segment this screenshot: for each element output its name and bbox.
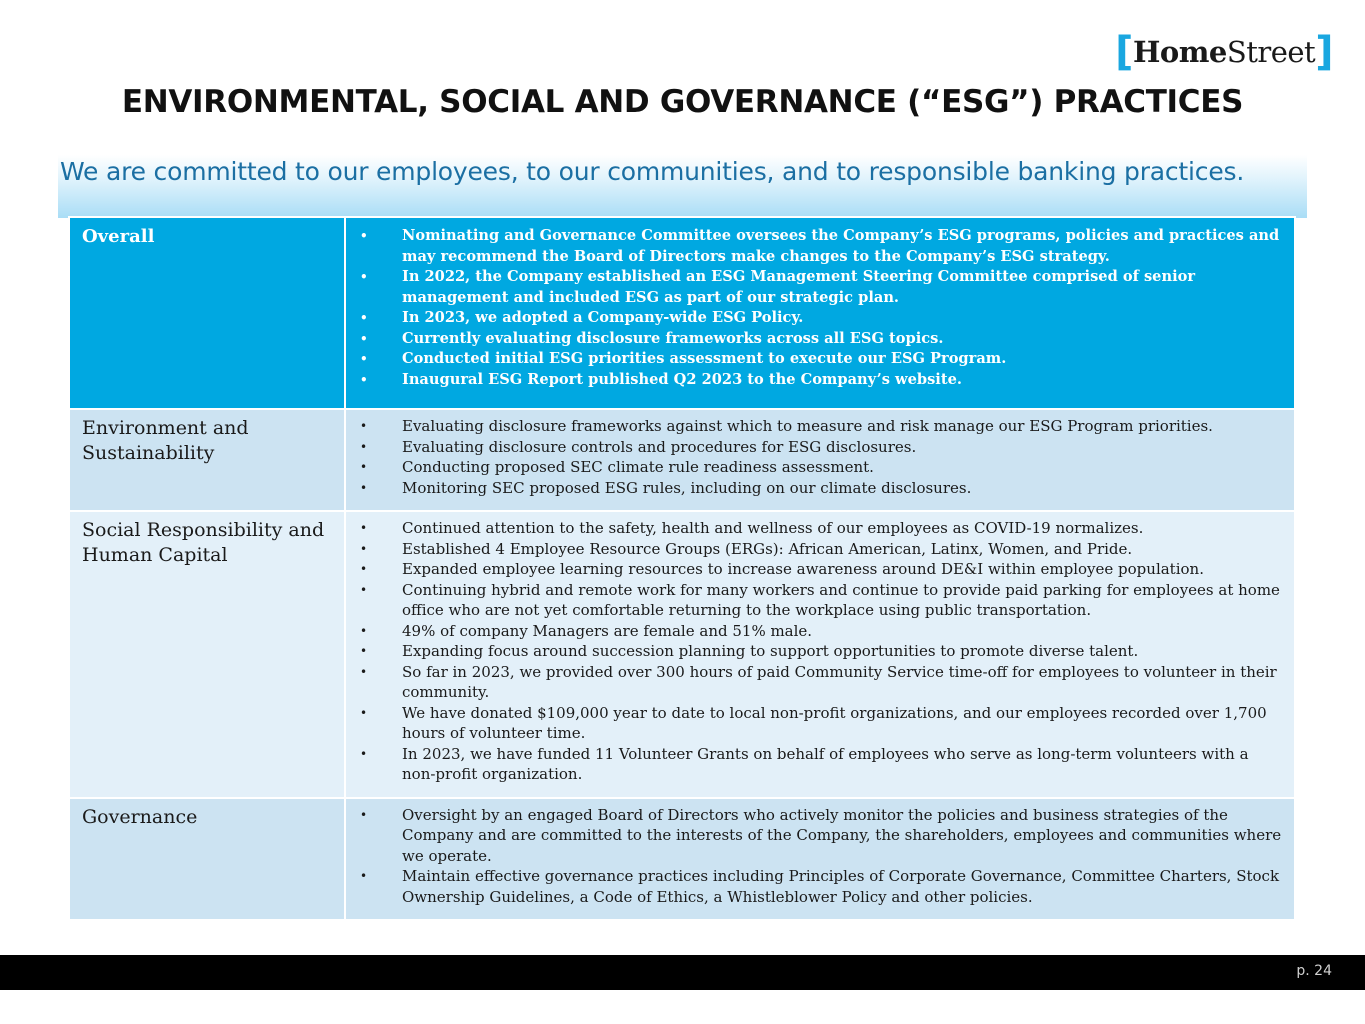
list-item: • Continuing hybrid and remote work for many workers and continue to provide paid parking for employees at home office who are not yet comfortable returning to the workplace using public transportation. [358, 580, 1284, 621]
list-item: • Conducting proposed SEC climate rule readiness assessment. [358, 457, 1284, 478]
subtitle: We are committed to our employees, to our communities, and to responsible banking practices. [60, 157, 1245, 186]
list-item: • Nominating and Governance Committee oversees the Company’s ESG programs, policies and practices and may recommend the Board of Directors make changes to the Company’s ESG strategy. [358, 226, 1284, 267]
items-cell [345, 217, 1295, 409]
list-item: • So far in 2023, we provided over 300 hours of paid Community Service time-off for employees to volunteer in their community. [358, 662, 1284, 703]
logo-home: Home [1132, 35, 1227, 69]
bullet-list [358, 518, 1284, 785]
logo-bracket-right: ] [1315, 29, 1333, 75]
table-row-environment [69, 409, 1295, 511]
esg-table [68, 216, 1296, 921]
category-cell: Governance [69, 798, 345, 921]
table-row-social [69, 511, 1295, 798]
list-item: • Expanding focus around succession planning to support opportunities to promote diverse talent. [358, 641, 1284, 662]
list-item: • In 2023, we adopted a Company-wide ESG Policy. [358, 308, 1284, 329]
logo-bracket-left: [ [1115, 29, 1133, 75]
list-item: • Monitoring SEC proposed ESG rules, including on our climate disclosures. [358, 478, 1284, 499]
logo-street: Street [1226, 35, 1316, 69]
list-item: • 49% of company Managers are female and 51% male. [358, 621, 1284, 642]
items-cell [345, 798, 1295, 921]
bullet-list [358, 416, 1284, 498]
page-number: p. 24 [1296, 963, 1332, 979]
list-item: • Expanded employee learning resources to increase awareness around DE&I within employee population. [358, 559, 1284, 580]
list-item: • Maintain effective governance practices including Principles of Corporate Governance, Committee Charters, Stock Ownership Guidelines, a Code of Ethics, a Whistleblower Policy and other policies. [358, 866, 1284, 907]
category-cell: Social Responsibility and Human Capital [69, 511, 345, 798]
list-item: • Established 4 Employee Resource Groups (ERGs): African American, Latinx, Women, and Pride. [358, 539, 1284, 560]
table-row-governance [69, 798, 1295, 921]
list-item: • Oversight by an engaged Board of Directors who actively monitor the policies and business strategies of the Company and are committed to the interests of the Company, the shareholders, employees and communities where we operate. [358, 805, 1284, 867]
list-item: • We have donated $109,000 year to date to local non-profit organizations, and our employees recorded over 1,700 hours of volunteer time. [358, 703, 1284, 744]
footer-bar [0, 955, 1365, 990]
category-cell: Overall [69, 217, 345, 409]
subtitle-banner [58, 155, 1307, 218]
items-cell [345, 511, 1295, 798]
list-item: • Evaluating disclosure frameworks against which to measure and risk manage our ESG Program priorities. [358, 416, 1284, 437]
list-item: • Currently evaluating disclosure frameworks across all ESG topics. [358, 329, 1284, 350]
category-cell: Environment and Sustainability [69, 409, 345, 511]
page-title: ENVIRONMENTAL, SOCIAL AND GOVERNANCE (“ESG”) PRACTICES [121, 84, 1244, 120]
list-item: • Conducted initial ESG priorities assessment to execute our ESG Program. [358, 349, 1284, 370]
homestreet-logo [1115, 30, 1333, 74]
list-item: • Evaluating disclosure controls and procedures for ESG disclosures. [358, 437, 1284, 458]
list-item: • Continued attention to the safety, health and wellness of our employees as COVID-19 normalizes. [358, 518, 1284, 539]
list-item: • In 2023, we have funded 11 Volunteer Grants on behalf of employees who serve as long-term volunteers with a non-profit organization. [358, 744, 1284, 785]
table-row-overall [69, 217, 1295, 409]
list-item: • Inaugural ESG Report published Q2 2023 to the Company’s website. [358, 370, 1284, 391]
items-cell [345, 409, 1295, 511]
bullet-list [358, 805, 1284, 908]
bullet-list [358, 226, 1284, 390]
list-item: • In 2022, the Company established an ESG Management Steering Committee comprised of senior management and included ESG as part of our strategic plan. [358, 267, 1284, 308]
